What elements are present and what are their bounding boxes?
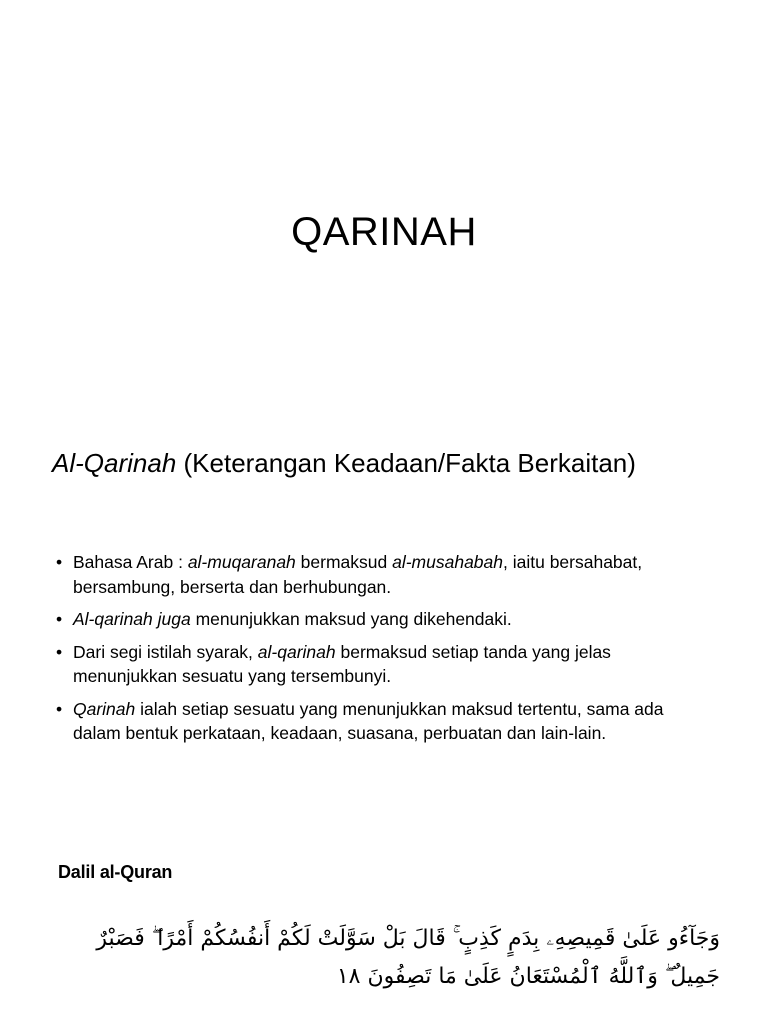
bullet-item	[56, 550, 716, 599]
bullet-text: bermaksud setiap tanda yang jelas menunjukkan sesuatu yang tersembunyi.	[73, 641, 611, 686]
bullet-text: bermaksud	[295, 552, 393, 572]
bullet-item	[56, 607, 716, 632]
bullet-term: Qarinah	[73, 698, 136, 719]
heading-italic: Al-Qarinah	[52, 448, 177, 478]
bullet-term: Al-qarinah juga	[73, 609, 191, 629]
bullet-list	[56, 550, 716, 754]
slide-title: QARINAH	[291, 210, 477, 254]
bullet-text: menunjukkan maksud yang dikehendaki.	[190, 609, 512, 629]
bullet-text: Bahasa Arab :	[73, 552, 188, 572]
section-heading	[52, 446, 732, 480]
bullet-term: al-muqaranah	[187, 552, 296, 572]
bullet-text: ialah setiap sesuatu yang menunjukkan maksud tertentu, sama ada dalam bentuk perkataan, keadaan, suasana, perbuatan dan lain-lain.	[73, 698, 664, 743]
heading-rest: (Keterangan Keadaan/Fakta Berkaitan)	[176, 448, 636, 478]
dalil-label: Dalil al-Quran	[58, 862, 173, 882]
bullet-item	[56, 697, 716, 746]
bullet-text: Dari segi istilah syarak,	[73, 641, 258, 662]
bullet-term: al-qarinah	[257, 641, 336, 662]
quran-verse: وَجَآءُو عَلَىٰ قَمِيصِهِۦ بِدَمٍ كَذِبٍ ۚ قَالَ بَلْ سَوَّلَتْ لَكُمْ أَنفُسُكُمْ أَمْرًا ۖ فَصَبْرٌ جَمِيلٌ ۖ وَٱللَّهُ ٱلْمُسْتَعَانُ عَلَىٰ مَا تَصِفُونَ ١٨	[96, 926, 720, 989]
bullet-item	[56, 640, 716, 689]
bullet-term: al-musahabah	[392, 552, 503, 572]
bullet-text: , iaitu bersahabat, bersambung, berserta dan berhubungan.	[73, 552, 643, 597]
